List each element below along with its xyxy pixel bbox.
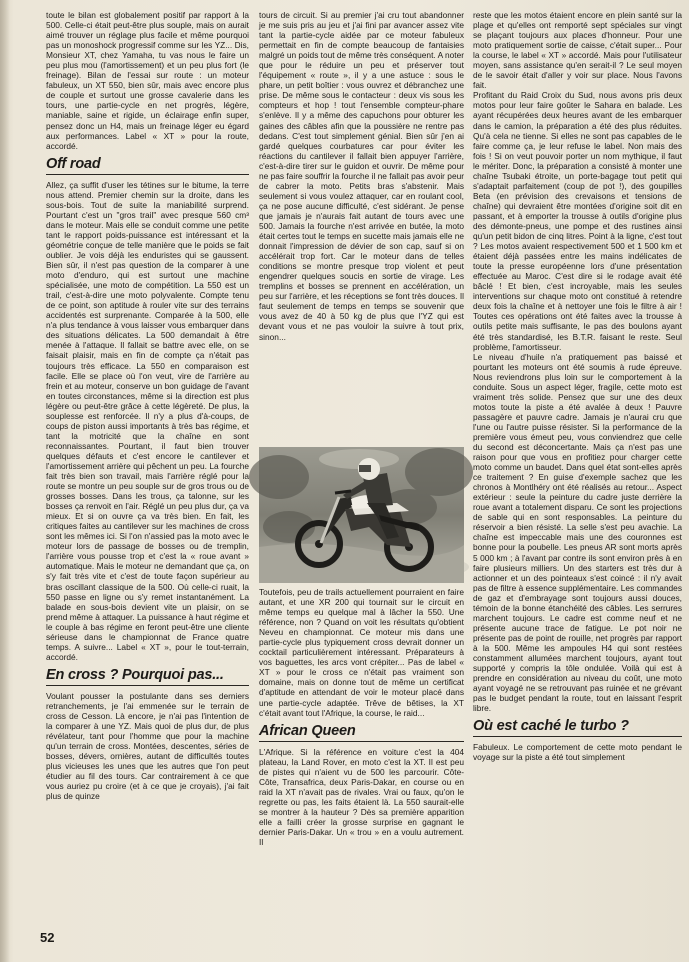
motorcycle-photo-illustration [259,447,464,583]
column-middle-bottom [259,587,464,932]
heading-african-queen: African Queen [259,723,464,742]
paragraph-fabuleux: Fabuleux. Le comportement de cette moto pendant le voyage sur la piste a été tout simplement [473,742,682,763]
paragraph-race-results: reste que les motos étaient encore en plein santé sur la plage et qu'elles ont remporté sept spéciales sur vingt se plaçant toujours aux places d'honneur. Pour une moto pratiquement sortie de caisse, c'était super... Pour la course, le label « XT » accordé. Mais pour l'utilisateur moyen, sans assistance qu'en serait-il ? Le seul moyen de le savoir était d'aller y voir sur place. Nous l'avons fait. [473,10,682,91]
paragraph-en-cross: Voulant pousser la postulante dans ses derniers retranchements, je l'ai emmenée sur le terrain de cross de Cesson. Là encore, je n'ai pas l'intention de la comparer à une YZ. Mais quoi de plus dur, de plus révélateur, tant pour l'homme que pour la machine qu'un terrain de cross. Montées, descentes, séries de bosses, dévers, ornières, autant de difficultés toutes plus vicieuses les unes que les autres que l'on peut étudier au fil des tours. Car contrairement à ce que vous auriez pu croire (et à ce que je croyais), j'ai fait plus de quinze [46,690,249,802]
heading-turbo: Où est caché le turbo ? [473,718,682,737]
page-number: 52 [40,930,55,945]
heading-en-cross: En cross ? Pourquoi pas... [46,667,249,686]
heading-off-road: Off road [46,156,249,175]
paragraph-africa: L'Afrique. Si la référence en voiture c'est la 404 plateau, la Land Rover, en moto c'est la XT. Il est peu de pistes qui n'aient vu de 500 les parcourir. Côte-Côte, Transafrica, deux Paris-Dakar, en course ou en raid la XT n'avait pas de rivales. Vrai ou faux, qu'on le regrette ou pas, les faits étaient là. La 550 saurait-elle se montrer à la hauteur ? Dès sa première apparition elle a failli créer la grosse surprise en gagnant le dernier Paris-Dakar. Un « trou » en a voulu autrement. Il [259,746,464,848]
paragraph-raid-croix-du-sud: Profitant du Raid Croix du Sud, nous avons pris deux motos pour leur faire goûter le Sahara en balade. Les ayant récupérées deux heures avant de les embarquer dans le camion, la préparation a été des plus réduites. Qu'à cela ne tienne. Si elles ne sont pas capables de le faire comme ça, je leur refuse le label. Non mais des fois ! Si on veut pouvoir porter un nom mythique, il faut le mériter. Donc, la préparation a consisté à monter une chaîne Tsubaki étroite, un porte-bagage tout petit qui s'adaptait parfaitement (coup de pot !), des goupilles Beta (en prévision des crevaisons et tensions de chaîne) qui devraient être montées d'origine soit dit en passant, et à emporter la trousse à outils d'origine plus des démonte-pneus, une pompe et des rustines ainsi qu'un petit bidon de cinq litres. Point à la ligne, c'est tout ? Les motos avaient respectivement 500 et 1 500 km et étaient déjà passées entre les mains indélicates de toute la presse européenne lors d'une présentation effectuée au Maroc. C'est dire si le rodage avait été bâclé ! Et bien, c'est incroyable, mais les seules interventions sur chaque moto ont constitué à retendre deux fois la chaîne et à nettoyer une fois le filtre à air ! Toutes ces opérations ont été faites avec la trousse à outils petite mais suffisante, le pas des boulons ayant été très standardisé, les B.T.R. faisant le reste. Seul problème, l'amortisseur. [473,90,682,352]
paragraph-off-road: Allez, ça suffit d'user les tétines sur le bitume, la terre nous attend. Premier chemin sur la droite, dans les sous-bois. Tout de suite la maniabilité surprend. Pourtant c'est un "gros trail" avec presque 560 cm³ dans le moteur. Mais elle se conduit comme une petite tant le rapport poids-puissance est intéressant et la géométrie conçue de telle manière que le poids se fait oublier. Je vois déjà les enduristes qui se gaussent. Bien sûr, il n'est pas question de la comparer à une moto d'enduro, qui est surtout une machine spécialisée, une moto de compétition. La 550 est un trail, c'est-à-dire une moto polyvalente. Compte tenu de ce point, son aptitude à rouler vite sur des terrains accidentés est surprenante. Comparée à la 500, elle n'a plus tendance à vous laisser vous embarquer dans des situations délicates. La 500 demandait à être menée à l'attaque. Il fallait se battre avec elle, on se faisait plaisir, mais en fin de compte ça n'était pas toujours très efficace. La 550 en comparaison est facile. Elle se place où l'on veut, vire de l'arrière au frein et au moteur, conserve un bon guidage de l'avant en toutes circonstances, même si la direction est plus légère ou peut-être grâce à cette légèreté. De plus, la souplesse est renforcée. Il n'y a plus d'à-coups, de coups de piston aussi importants à très bas régime, et tant la motricité que la chaîne en sont reconnaissantes. Pourtant, il faut bien trouver quelques défauts et c'est encore le cantilever et l'amortissement arrière qui pêchent un peu. La fourche fait très bien son travail, mais l'arrière réglé pour la route se montre un peu souple sur de gros trous ou de grosses bosses. Dans les trous, ça talonne, sur les bosses ça renvoit en l'air. Réglé un peu plus dur, ça va mieux. Et si on ouvre ça va très bien. En fait, les critiques faites au cantilever sur les machines de cross sont les mêmes ici. Si l'on n'assied pas la moto avec le moteur lors de passage de bosses ou de tremplin, l'arrière vous pousse trop et c'est la « roue avant » automatique. Mais le moteur ne demandant que ça, on s'y fait très vite et c'est de toute façon supérieur au bras oscillant classique de la 500. Où celle-ci ruait, la 550 passe en ligne ou s'y remet instantanément. La balade en sous-bois devient vite un plaisir, on se prend même à attaquer. La puissance à haut régime et le couple à bas régime en feront peut-être une cliente sérieuse dans le championnat de France quatre temps. A suivre... Label « XT », pour le tout-terrain, accordé. [46,179,249,662]
paragraph-oil-level: Le niveau d'huile n'a pratiquement pas baissé et pourtant les moteurs ont été soumis à rude épreuve. Nous reviendrons plus loin sur le comportement à la conduite. Sous un aspect léger, fragile, cette moto est vraiment très solide. Pensez que sur une des deux motos toute la piste a été avalée à deux ! Pauvre passagère et pauvre cadre. Jamais je n'aurai cru que l'une ou l'autre puisse résister. Si la performance de la première vous émeut peu, vous conviendrez que celle du second est déconcertante. Mais ça n'est pas une raison pour que vous en profitiez pour charger cette moto comme un baudet. Dans quel état sont-elles après ce traitement ? En guise d'exemple sachez que les chronos à Montlhéry ont été réalisés au retour... Aspect extérieur : seule la peinture du cadre juste derrière la roue avant a totalement disparu. Ce sont les projections de sable qui en sont responsables. La peinture du réservoir a bien résisté. La selle s'est peu avachie. La chaîne est impeccable mais une des couronnes est bonne pour la poubelle. Les pneus AR sont morts après 5 000 km ; à l'avant par contre ils sont environ près à en faire plusieurs milliers. Un des starters est très dur à actionner et un des pointeaux s'est coincé : il n'y avait pas de filtre à essence supplémentaire. Les commandes de gaz et d'embrayage sont toujours aussi douces, témoin de la bonne étanchéité des câbles. Les serrures marchent toujours. Le cadre est comme neuf et ne présente aucune trace de fatigue. Le pot noir ne présente pas de point de rouille, net progrès par rapport à la 500. Même les ampoules H4 qui sont restées constamment allumées marchent toujours, ayant tout supporté y compris la tôle ondulée. Voilà qui est à prendre en considération au niveau du coût, une moto ayant voyagé ne se retrouvant pas ruinée et ne grévant pas le budget pendant la route, tout en laissant l'esprit libre. [473,351,682,714]
paragraph-circuit: tours de circuit. Si au premier j'ai cru tout abandonner je me suis pris au jeu et j'ai fini par avancer assez vite tant la partie-cycle aidée par ce moteur fabuleux permettait en fin de compte beaucoup de fantaisies malgré un poids tout de même très conséquent. A noter que pour le réduire un peu et préserver tout l'équipement « route », il y a une astuce : sous le phare, un petit boîtier : vous ouvrez et débranchez une prise. De même sous le contacteur : deux vis sous les compteurs et hop ! tout l'ensemble compteur-phare s'enlève. Il y a même des capuchons pour obturer les gaines des câbles afin que la poussière ne rentre pas dedans. C'est tout simplement génial. Bien sûr j'en ai gardé quelques courbatures car pour éviter les réactions du cantilever il fallait bien appuyer l'arrière, c'est-à-dire tirer sur le guidon et ouvrir. De même pour ne pas faire souffrir la fourche il ne fallait pas avoir peur de cabrer la moto. Petits bras s'abstenir. Mais seulement si vous voulez attaquer, car en roulant cool, ça ne pose aucune difficulté, c'est sidérant. Je pense que jamais je n'aurais fait autant de tours avec une 500. Jamais la fourche n'est arrivée en butée, la moto était certes tout le temps en sucette mais jamais elle ne donnait l'impression de dévier de son cap, sauf si on accélérait trop fort. Car le moteur dans de telles conditions se montre presque trop violent et peut engendrer quelques soucis en sortie de virage. Les tremplins et bosses se prennent en accélération, un peu sur l'arrière, et les réceptions se font très douces. Il faut seulement de temps en temps se souvenir que vous avez de 40 à 50 kg de plus que l'YZ qui est devant vous et ne pas vouloir la suivre à tout prix, sinon... [259,10,465,342]
page-fold-shadow [0,0,10,962]
column-middle-top [259,10,465,342]
paragraph-reference: Toutefois, peu de trails actuellement pourraient en faire autant, et une XR 200 qui tournait sur le circuit en même temps eu quelque mal à lâcher la 550. Une référence, non ? Quand on voit les résultats qu'obtient Neveu en championnat. Ce moteur mis dans une partie-cycle plus typiquement cross devrait donner un cocktail particulièrement intéressant. Préparateurs à vos baguettes, les arcs vont crépiter... Pas de label « XT » pour le cross ce n'était pas vraiment son domaine, mais on donne tout de même un certificat d'aptitude en attendant de voir le moteur placé dans une partie-cycle adaptée. Trêve de bêtises, la XT c'était avant tout l'Afrique, la course, le raid... [259,587,464,718]
column-left [46,10,249,922]
column-right [473,10,682,950]
paragraph-road-conclusion: toute le bilan est globalement positif par rapport à la 500. Celle-ci était peut-être plus souple, mais on aurait aimé trouver un réglage plus facile et même pourquoi pas un monoshock progressif comme sur les YZ... Dis, Monsieur XT, chez Yamaha, tu vas nous le faire un peu plus mou (l'amortissement) et un peu plus fort (le freinage). Bilan de l'essai sur route : un moteur fabuleux, un XT 550, bien sûr, mais avec encore plus de couple et surtout une grosse cavalerie dans les tours, une partie-cycle en net progrès, légère, maniable, saine et rigide, un éclairage enfin super, pensez donc un H4, mais un freinage léger eu égard aux performances. Label « XT » pour la route, accordé. [46,10,249,151]
motorcycle-photo [259,447,464,583]
